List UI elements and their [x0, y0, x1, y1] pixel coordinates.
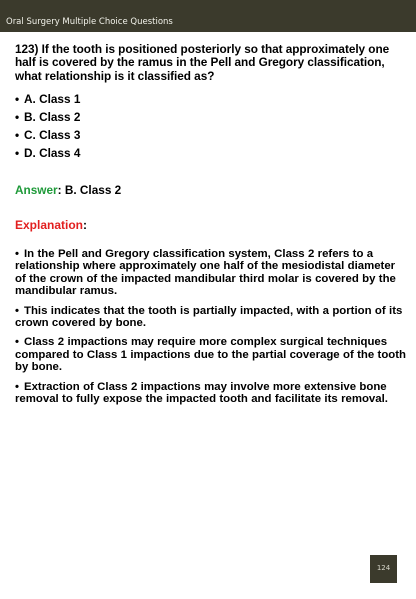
bullet-icon: •	[15, 91, 20, 106]
explanation-point	[15, 248, 407, 298]
option-label: C. Class 3	[24, 127, 81, 142]
option-label: A. Class 1	[24, 91, 81, 106]
explanation-heading	[15, 218, 407, 232]
bullet-icon: •	[15, 109, 20, 124]
answer-line	[15, 183, 407, 197]
explanation-text: In the Pell and Gregory classification system, Class 2 refers to a relationship where approximately one half of the mesiodistal diameter of the crown of the impacted mandibular third molar is covered by the mandibular ramus.	[15, 247, 396, 298]
page-header	[0, 0, 416, 32]
question-number: 123)	[15, 42, 39, 56]
explanation-point	[15, 336, 407, 373]
explanation-point	[15, 381, 407, 406]
question-body: If the tooth is positioned posteriorly so that approximately one half is covered by the ramus in the Pell and Gregory classification, what relationship is it classified as?	[15, 42, 390, 83]
bullet-icon: •	[15, 336, 19, 349]
option-item	[15, 108, 407, 126]
explanation-text: Extraction of Class 2 impactions may involve more extensive bone removal to fully expose the impacted tooth and facilitate its removal.	[15, 380, 388, 405]
header-title: Oral Surgery Multiple Choice Questions	[6, 17, 173, 27]
option-label: D. Class 4	[24, 145, 81, 160]
page-number-box	[370, 555, 397, 583]
bullet-icon: •	[15, 304, 19, 317]
page-number: 124	[376, 564, 391, 572]
page-content	[15, 43, 407, 412]
bullet-icon: •	[15, 247, 19, 260]
bullet-icon: •	[15, 145, 20, 160]
option-label: B. Class 2	[24, 109, 81, 124]
answer-separator: :	[57, 182, 62, 197]
question-text	[15, 43, 407, 83]
bullet-icon: •	[15, 127, 20, 142]
option-list	[15, 90, 407, 162]
option-item	[15, 144, 407, 162]
answer-value: B. Class 2	[61, 182, 122, 197]
option-item	[15, 90, 407, 108]
explanation-label: Explanation	[15, 217, 84, 232]
answer-label: Answer	[15, 182, 58, 197]
explanation-text: Class 2 impactions may require more complex surgical techniques compared to Class 1 impactions due to the partial coverage of the tooth by bone.	[15, 336, 407, 374]
explanation-text: This indicates that the tooth is partially impacted, with a portion of its crown covered by bone.	[15, 304, 403, 329]
bullet-icon: •	[15, 380, 19, 393]
explanation-point	[15, 305, 407, 330]
explanation-separator: :	[83, 217, 88, 232]
option-item	[15, 126, 407, 144]
explanation-list	[15, 248, 407, 405]
